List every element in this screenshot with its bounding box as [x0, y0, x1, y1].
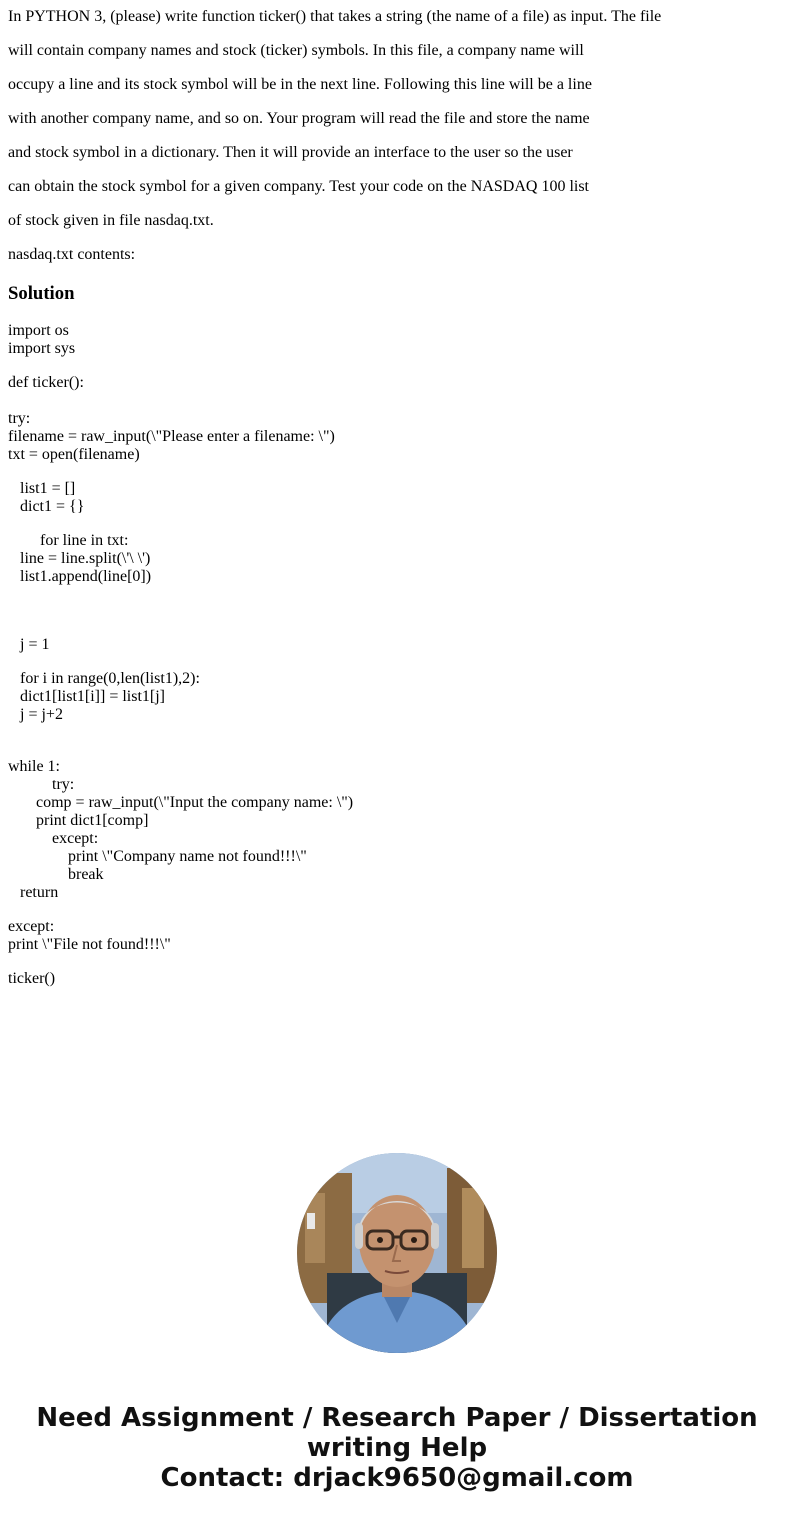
question-line: In PYTHON 3, (please) write function ticker() that takes a string (the name of a file) as input. The file [8, 8, 662, 25]
code-line: list1.append(line[0]) [20, 568, 152, 585]
code-line: print \"Company name not found!!!\" [68, 848, 307, 865]
code-line: import os [8, 322, 69, 339]
code-line: while 1: [8, 758, 60, 775]
question-line: can obtain the stock symbol for a given company. Test your code on the NASDAQ 100 list [8, 178, 589, 195]
question-text [8, 8, 708, 280]
question-line: with another company name, and so on. Your program will read the file and store the name [8, 110, 590, 127]
code-line: txt = open(filename) [8, 446, 140, 463]
code-line: j = 1 [20, 636, 50, 653]
code-line: try: [52, 776, 75, 793]
avatar [297, 1153, 497, 1353]
code-line: line = line.split(\'\ \') [20, 550, 151, 567]
footer-contact: Contact: drjack9650@gmail.com [160, 1463, 634, 1493]
code-line: except: [52, 830, 99, 847]
code-line: print dict1[comp] [36, 812, 149, 829]
code-line: break [68, 866, 104, 883]
code-line: import sys [8, 340, 76, 357]
code-line: try: [8, 410, 31, 427]
solution-heading: Solution [8, 283, 75, 304]
question-line: nasdaq.txt contents: [8, 246, 136, 263]
code-line: print \"File not found!!!\" [8, 936, 171, 953]
person-photo-icon [297, 1153, 497, 1353]
code-line: for i in range(0,len(list1),2): [20, 670, 200, 687]
code-line: dict1[list1[i]] = list1[j] [20, 688, 165, 705]
question-line: of stock given in file nasdaq.txt. [8, 212, 214, 229]
footer-line: writing Help [306, 1433, 488, 1463]
code-line: j = j+2 [20, 706, 63, 723]
code-line: filename = raw_input(\"Please enter a filename: \") [8, 428, 335, 445]
code-line: comp = raw_input(\"Input the company name: \") [36, 794, 354, 811]
footer-line: Need Assignment / Research Paper / Dissertation [36, 1403, 758, 1433]
code-line: except: [8, 918, 55, 935]
question-line: and stock symbol in a dictionary. Then it will provide an interface to the user so the user [8, 144, 573, 161]
code-line: def ticker(): [8, 374, 84, 391]
question-line: will contain company names and stock (ticker) symbols. In this file, a company name will [8, 42, 584, 59]
code-line: return [20, 884, 59, 901]
code-line: for line in txt: [40, 532, 129, 549]
promo-footer [0, 1403, 794, 1493]
code-line: list1 = [] [20, 480, 76, 497]
code-line: dict1 = {} [20, 498, 85, 515]
question-line: occupy a line and its stock symbol will be in the next line. Following this line will be a line [8, 76, 592, 93]
code-line: ticker() [8, 970, 56, 987]
